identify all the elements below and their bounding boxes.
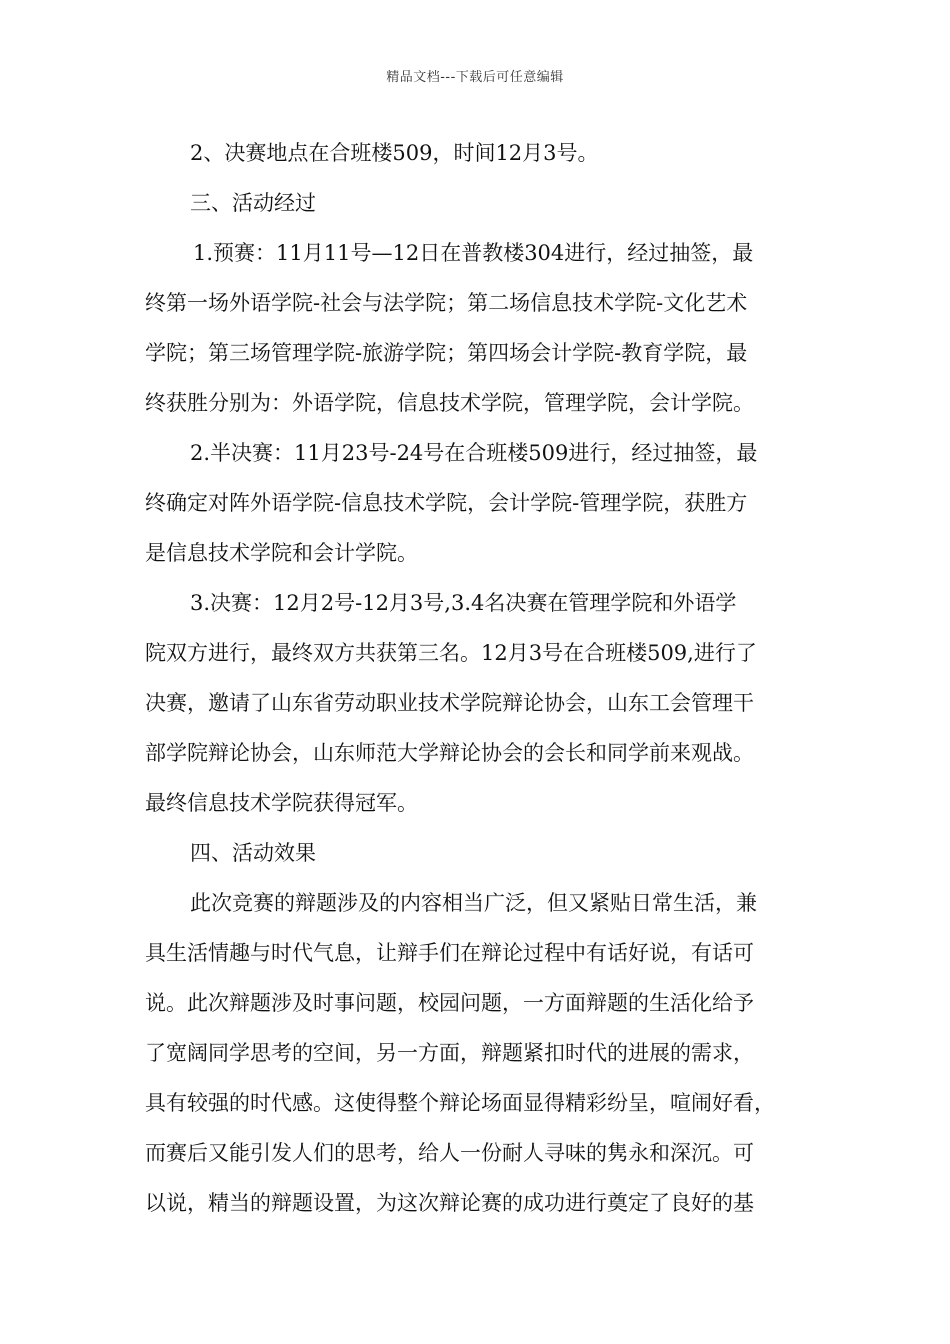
section-heading: 三、活动经过 [190, 191, 316, 215]
paragraph-line: 学院；第三场管理学院-旅游学院；第四场会计学院-教育学院，最 [145, 341, 748, 365]
paragraph-line: 终获胜分别为：外语学院，信息技术学院，管理学院，会计学院。 [145, 391, 754, 415]
paragraph-line: 院双方进行，最终双方共获第三名。12月3号在合班楼509,进行了 [145, 641, 757, 665]
section-heading: 四、活动效果 [190, 841, 316, 865]
paragraph-line: 说。此次辩题涉及时事问题，校园问题，一方面辩题的生活化给予 [145, 991, 754, 1015]
paragraph-line: 而赛后又能引发人们的思考，给人一份耐人寻味的隽永和深沉。可 [145, 1141, 754, 1165]
paragraph-line: 部学院辩论协会，山东师范大学辩论协会的会长和同学前来观战。 [145, 741, 754, 765]
paragraph-line: 2、决赛地点在合班楼509，时间12月3号。 [190, 141, 599, 165]
paragraph-line: 了宽阔同学思考的空间，另一方面，辩题紧扣时代的进展的需求， [145, 1041, 754, 1065]
paragraph-line: 是信息技术学院和会计学院。 [145, 541, 418, 565]
paragraph-line: 具有较强的时代感。这使得整个辩论场面显得精彩纷呈，喧闹好看， [145, 1091, 775, 1115]
paragraph-line: 3.决赛：12月2号-12月3号,3.4名决赛在管理学院和外语学 [190, 591, 737, 615]
paragraph-line: 以说，精当的辩题设置，为这次辩论赛的成功进行奠定了良好的基 [145, 1191, 754, 1215]
paragraph-line: 终第一场外语学院-社会与法学院；第二场信息技术学院-文化艺术 [145, 291, 748, 315]
page-header: 精品文档---下载后可任意编辑 [386, 70, 564, 85]
paragraph-line: 2.半决赛：11月23号-24号在合班楼509进行，经过抽签，最 [190, 441, 758, 465]
paragraph-line: 决赛，邀请了山东省劳动职业技术学院辩论协会，山东工会管理干 [145, 691, 754, 715]
paragraph-line: 此次竞赛的辩题涉及的内容相当广泛，但又紧贴日常生活，兼 [190, 891, 757, 915]
paragraph-line: 最终信息技术学院获得冠军。 [145, 791, 418, 815]
paragraph-line: 1.预赛：11月11号—12日在普教楼304进行，经过抽签，最 [193, 241, 754, 265]
paragraph-line: 终确定对阵外语学院-信息技术学院，会计学院-管理学院，获胜方 [145, 491, 748, 515]
paragraph-line: 具生活情趣与时代气息，让辩手们在辩论过程中有话好说，有话可 [145, 941, 754, 965]
document-body [145, 128, 810, 1228]
